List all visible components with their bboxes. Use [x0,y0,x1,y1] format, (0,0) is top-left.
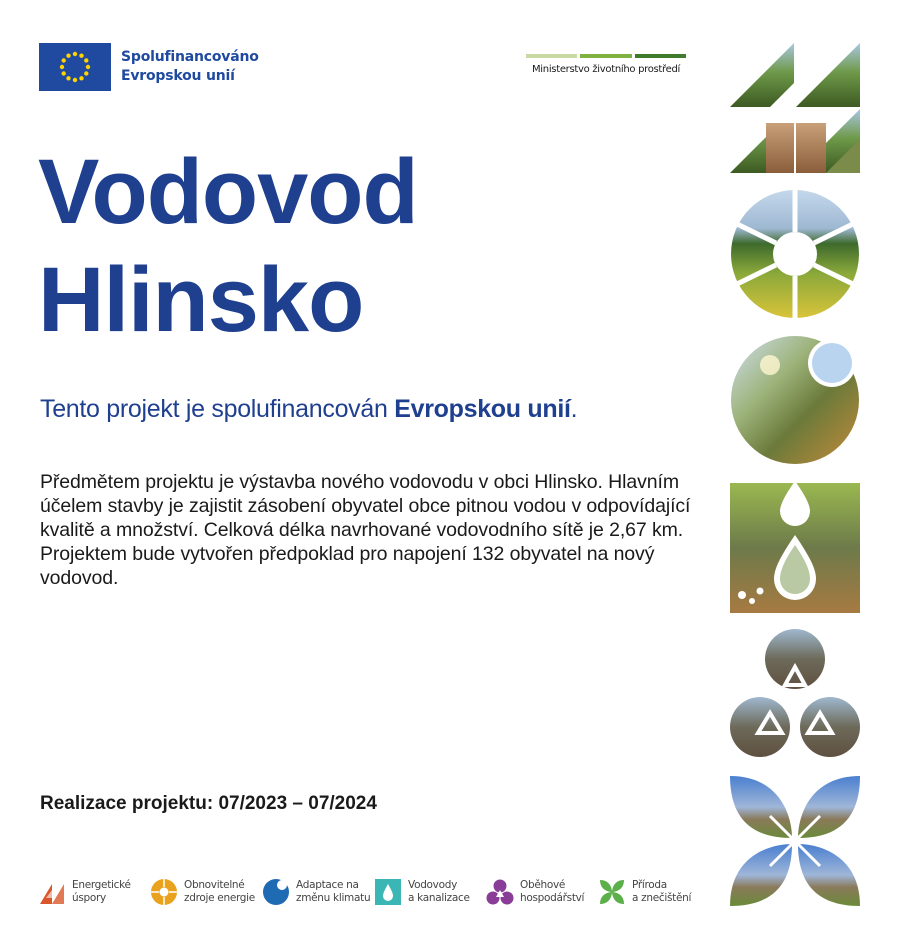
ministry-color-bars [526,54,686,58]
category-nature-pollution [598,878,710,906]
subtitle-suffix: . [570,395,578,423]
ministry-logo [526,54,686,75]
category-label: Oběhové hospodářství [520,879,585,904]
renewable-energy-icon [150,878,178,906]
category-label: Adaptace na změnu klimatu [296,879,371,904]
category-label: Obnovitelné zdroje energie [184,879,255,904]
title-line1: Vodovod [38,141,418,243]
energy-savings-photo-tile [730,43,860,173]
climate-adaptation-photo-tile [730,335,860,465]
nature-pollution-photo-tile [730,776,860,906]
category-label: Příroda a znečištění [632,879,692,904]
eu-logo-text [121,48,259,86]
project-description: Předmětem projektu je výstavba nového vodovodu v obci Hlinsko. Hlavním účelem stavby je zajistit zásobení obyvatel obce pitnou vodou v odpovídající kvalitě a množství. Celková délka navrhované vodovodního sítě je 2,67 km. Projektem bude vytvořen předpoklad pro napojení 132 obyvatel na nový vodovod. [40,471,691,589]
water-sewage-photo-tile [730,483,860,613]
nature-pollution-icon [598,878,626,906]
circular-economy-icon [486,878,514,906]
category-renewable-energy [150,878,262,906]
category-icons-row [38,878,710,906]
title-line2: Hlinsko [38,249,364,351]
circular-economy-photo-tile [730,629,860,759]
eu-logo-line2: Evropskou unií [121,68,235,84]
cofinancing-statement [40,395,577,424]
climate-adaptation-icon [262,878,290,906]
ministry-name: Ministerstvo životního prostředí [531,64,681,75]
renewable-energy-photo-tile [730,189,860,319]
project-title [38,138,418,354]
category-water-sewage [374,878,486,906]
realization-period: Realizace projektu: 07/2023 – 07/2024 [40,793,377,814]
category-energy-savings [38,878,150,906]
eu-logo-line1: Spolufinancováno [121,49,259,65]
eu-cofinancing-logo [39,43,259,91]
subtitle-prefix: Tento projekt je spolufinancován [40,395,395,423]
category-label: Vodovody a kanalizace [408,879,470,904]
category-label: Energetické úspory [72,879,131,904]
subtitle-emphasis: Evropskou unií [394,395,571,423]
eu-flag-icon [39,43,111,91]
category-climate-adaptation [262,878,374,906]
water-sewage-icon [374,878,402,906]
category-circular-economy [486,878,598,906]
energy-savings-icon [38,878,66,906]
